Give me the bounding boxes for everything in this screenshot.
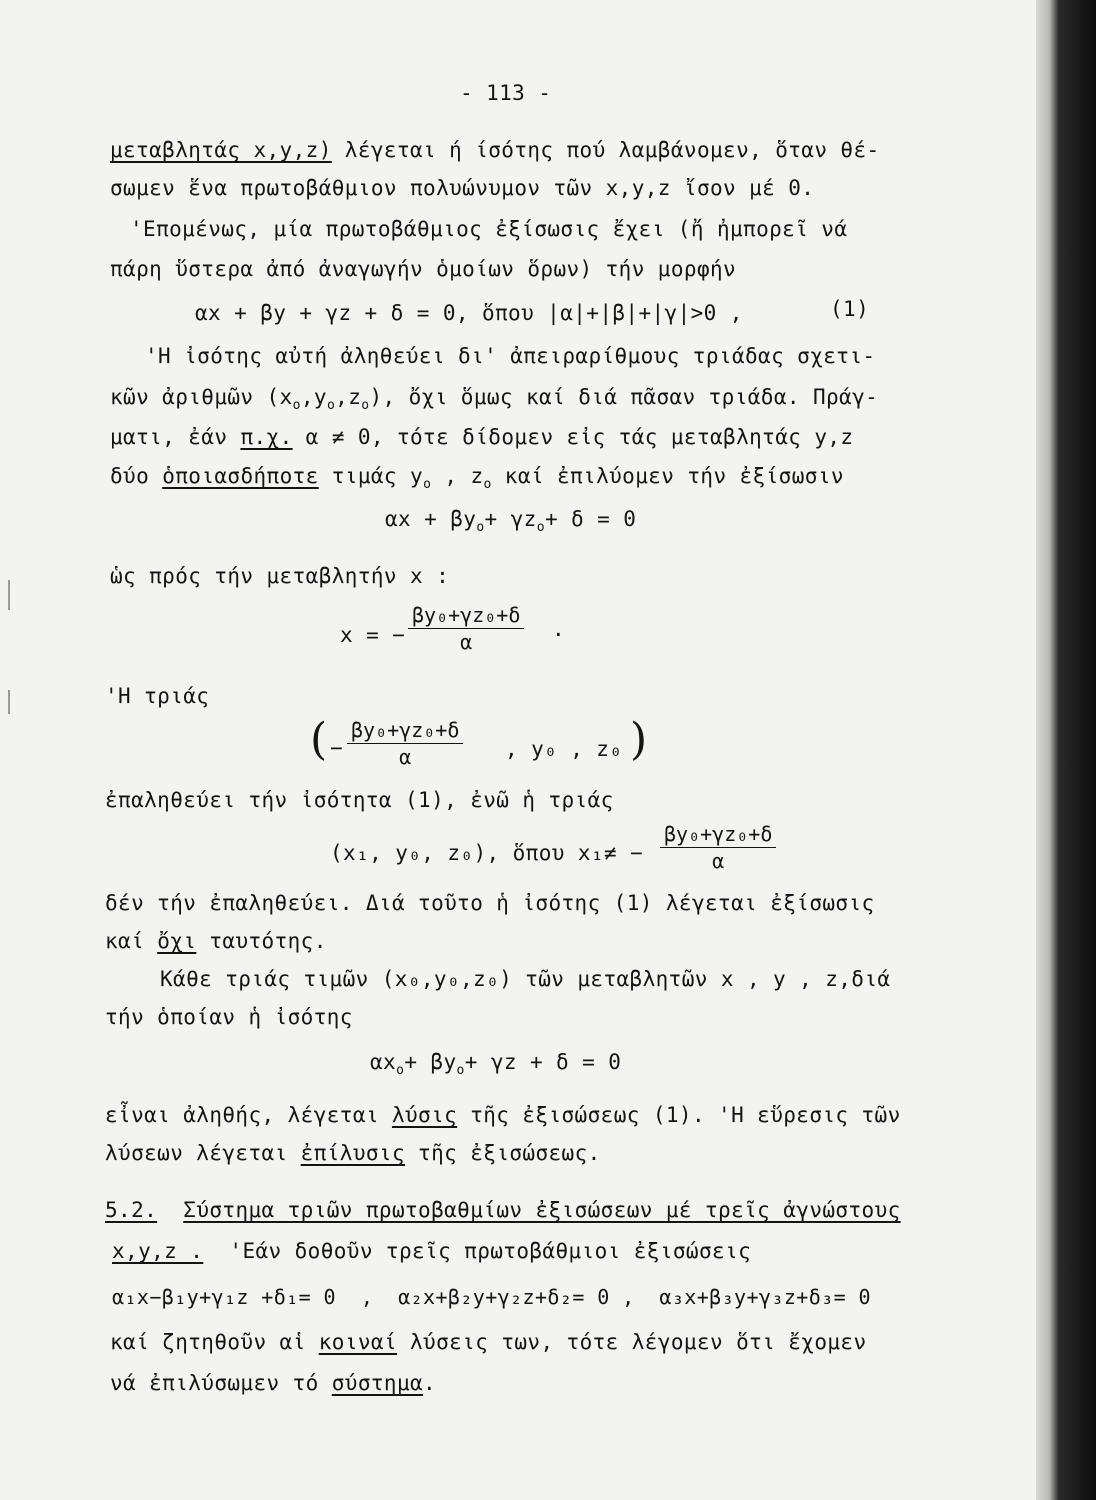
text-span: νά ἐπιλύσωμεν τό [110,1371,332,1395]
text-span: + γz + δ = 0 [464,1050,622,1074]
fraction [408,603,524,654]
underlined-term: μεταβλητάς x,y,z) [110,138,332,162]
fraction-denominator: α [712,849,725,873]
underlined-term: x,y,z . [112,1239,204,1263]
text-span: ,z [335,385,362,409]
equation-line: (x₁, y₀, z₀), ὅπου x₁≠ − [330,841,644,865]
text-span: εἶναι ἀληθής, λέγεται [105,1103,392,1127]
subscript: o [361,398,370,413]
subscript: o [536,520,545,535]
underlined-term: σύστημα [331,1371,424,1395]
section-number: 5.2. [105,1198,158,1222]
text-line: σωμεν ἕνα πρωτοβάθμιον πολυώνυμον τῶν x,y,z ἴσον μέ 0. [110,176,815,200]
fraction-numerator: βy₀+γz₀+δ [347,718,463,744]
fraction-denominator: α [460,630,473,654]
subscript: o [292,398,301,413]
underlined-term: ἐπίλυσις [300,1141,406,1165]
close-paren: ) [630,714,648,765]
equation-1: αx + βy + γz + δ = 0, ὅπου |α|+|β|+|γ|>0 , [195,301,743,325]
text-line [112,1238,751,1264]
equation-3-lhs: x = − [340,623,406,647]
underlined-term: λύσις [391,1103,458,1127]
equation-3-end: · [552,623,566,647]
text-span: + δ = 0 [544,507,637,531]
text-line: Κάθε τριάς τιμῶν (x₀,y₀,z₀) τῶν μεταβλητῶν x , y , z,διά [160,967,891,991]
text-line: ὡς πρός τήν μεταβλητήν x : [110,564,450,588]
open-paren: ( [310,714,328,765]
section-title: Σύστημα τριῶν πρωτοβαθμίων ἐξισώσεων μέ τρεῖς ἀγνώστους [183,1198,901,1222]
fraction-numerator: βy₀+γz₀+δ [408,603,524,629]
text-span: 'Εάν δοθοῦν τρεῖς πρωτοβάθμιοι ἐξισώσεις [203,1239,752,1263]
text-line: 'Επομένως, μία πρωτοβάθμιος ἐξίσωσις ἔχει (ἤ ἠμπορεῖ νά [130,217,848,241]
subscript: o [476,520,485,535]
text-line [110,463,844,498]
text-span: ), ὄχι ὅμως καί διά πᾶσαν τριάδα. Πράγ- [369,385,879,409]
text-span: αx [370,1050,397,1074]
fraction [347,718,463,769]
text-line [110,424,853,450]
text-span: λέγεται ή ίσότης πού λαμβάνομεν, ὅταν θέ- [331,138,880,162]
text-line [105,928,327,954]
underlined-term: ὄχι [157,929,197,953]
text-span: καί ζητηθοῦν αἱ [110,1330,319,1354]
subscript: o [483,477,492,492]
margin-mark [8,690,10,714]
text-span: αx + βy [385,507,477,531]
underlined-term: π.χ. [240,425,293,449]
text-line: 'Η ἰσότης αὐτή ἀληθεύει δι' ἀπειραρίθμους τριάδας σχετι- [145,344,876,368]
text-span: τῆς ἐξισώσεως (1). 'Η εὕρεσις τῶν [457,1103,901,1127]
text-span: κῶν ἀριθμῶν (x [110,385,293,409]
margin-mark [8,580,10,610]
text-line: ἐπαληθεύει τήν ἰσότητα (1), ἐνῶ ἡ τριάς [105,788,614,812]
text-line [110,384,878,419]
subscript: o [396,1063,405,1078]
subscript: o [423,477,432,492]
minus-sign: − [330,736,344,760]
text-line [110,1370,436,1396]
section-heading [105,1197,901,1223]
text-span: λύσεων λέγεται [105,1141,301,1165]
text-span: + γz [484,507,537,531]
equation-number: (1) [830,297,870,321]
subscript: o [326,398,336,413]
fraction-numerator: βy₀+γz₀+δ [660,822,776,848]
text-span: τῆς ἐξισώσεως. [405,1141,601,1165]
text-line: 'Η τριάς [105,684,210,708]
text-line [105,1102,901,1128]
subscript: o [456,1063,465,1078]
text-span: ,y [300,385,327,409]
text-span: δύο [110,464,163,488]
system-equations: α₁x−β₁y+γ₁z +δ₁= 0 , α₂x+β₂y+γ₂z+δ₂= 0 , α₃x+β₃y+γ₃z+δ₃= 0 [112,1285,871,1309]
text-line [110,1329,867,1355]
underlined-term: ὁποιασδήποτε [162,464,319,488]
fraction [660,822,776,873]
text-line [105,1140,601,1166]
text-span: ταυτότης. [196,929,327,953]
text-span: καί ἐπιλύομεν τήν ἐξίσωσιν [491,464,844,488]
text-span: α ≠ 0, τότε δίδομεν εἰς τάς μεταβλητάς y,z [292,425,854,449]
underlined-term: κοιναί [318,1330,397,1354]
text-line: τήν ὁποίαν ἡ ἰσότης [105,1005,353,1029]
book-binding-edge [1036,0,1096,1500]
text-line: πάρη ὕστερα ἀπό ἀναγωγήν ὁμοίων ὅρων) τήν μορφήν [110,257,737,281]
text-span: ματι, ἐάν [110,425,241,449]
fraction-denominator: α [399,745,412,769]
equation-4 [370,1049,621,1084]
equation-2 [385,506,636,541]
text-span: . [423,1371,437,1395]
text-span: + βy [404,1050,457,1074]
text-span: τιμάς y [318,464,424,488]
text-span: λύσεις των, τότε λέγομεν ὅτι ἔχομεν [396,1330,867,1354]
text-line [110,137,880,163]
page-number: - 113 - [460,81,552,105]
text-span: , z [431,464,484,488]
text-line: δέν τήν ἐπαληθεύει. Διά τοῦτο ἡ ἰσότης (1) λέγεται ἐξίσωσις [105,891,875,915]
text-span: καί [105,929,158,953]
triple-rest: , y₀ , z₀ [505,737,623,761]
